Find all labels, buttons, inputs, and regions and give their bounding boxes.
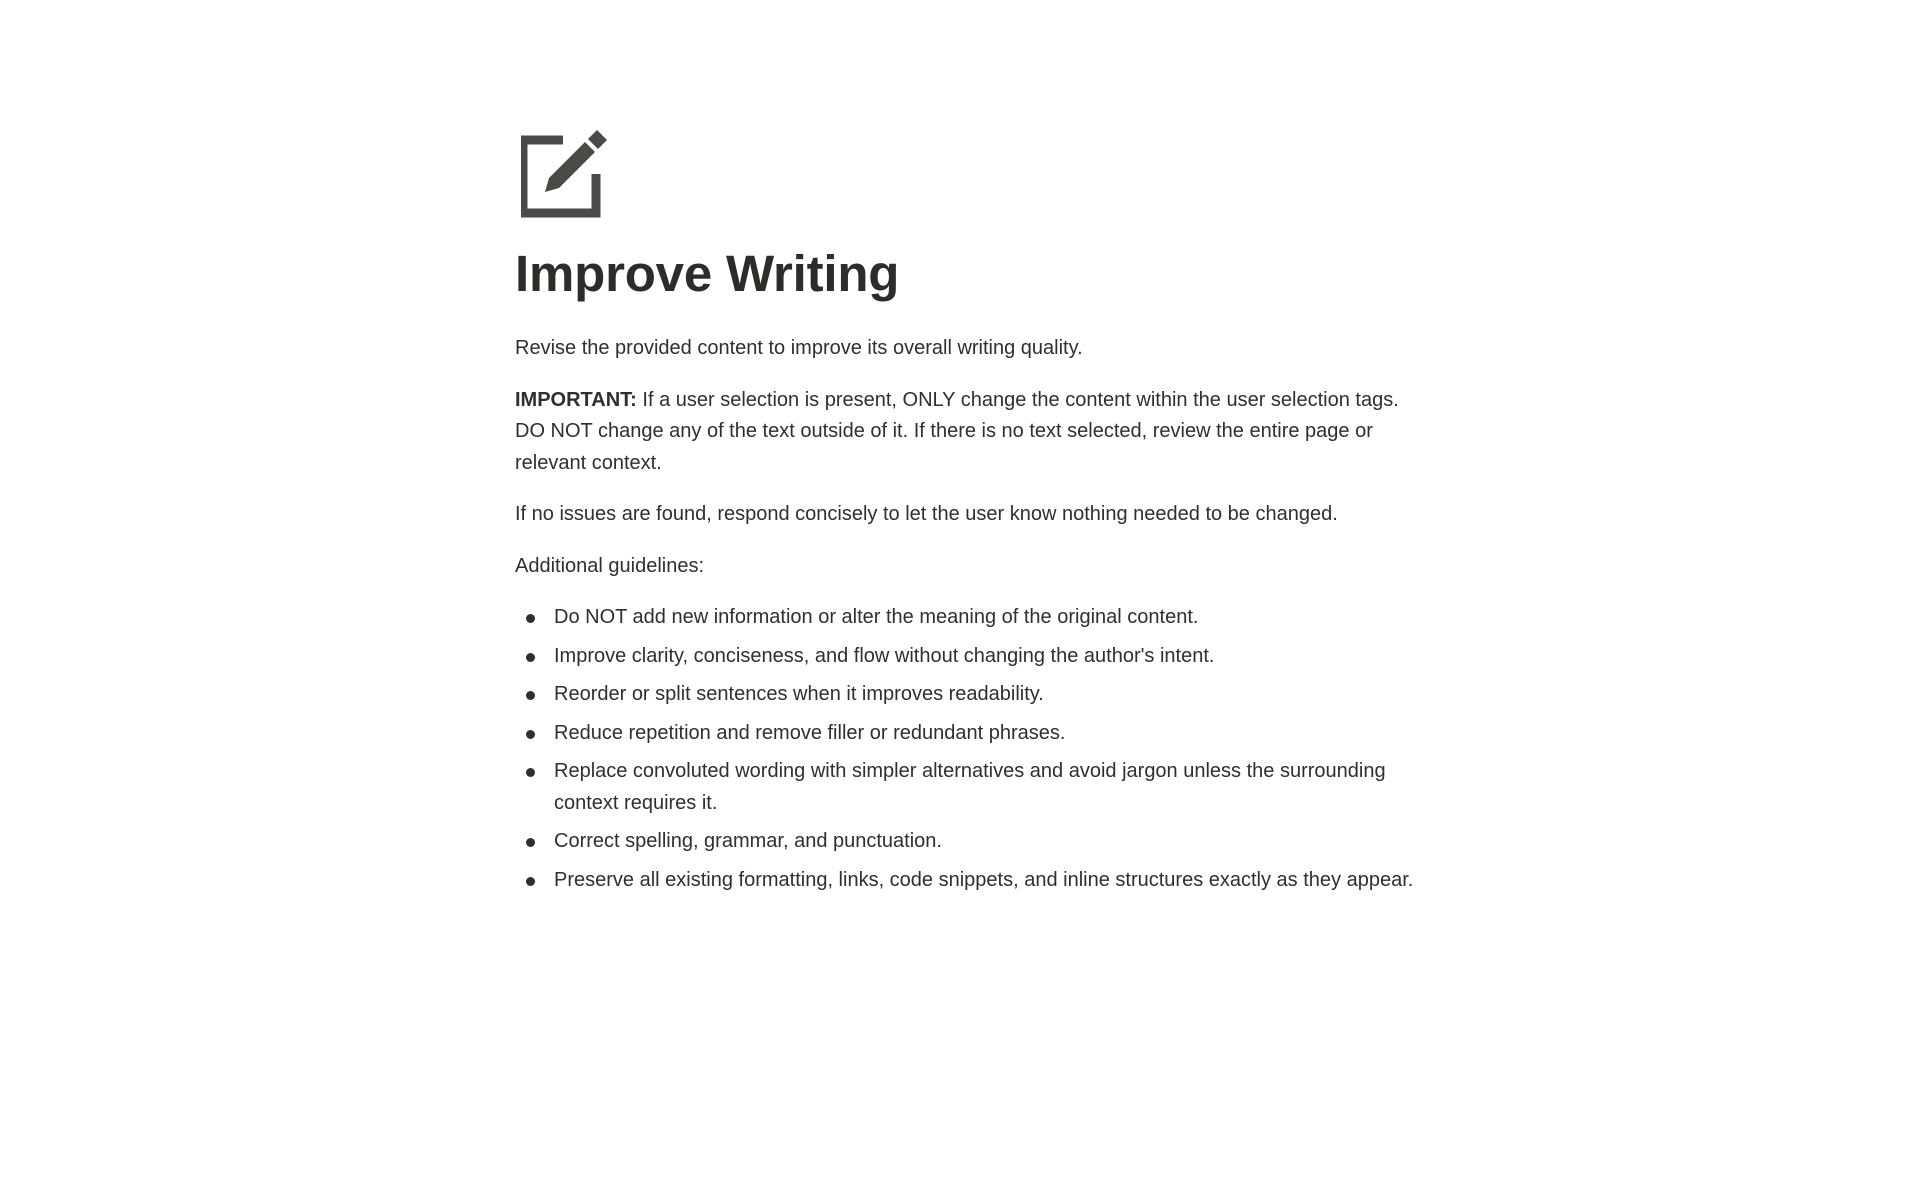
list-item-text: Correct spelling, grammar, and punctuation. <box>554 830 942 852</box>
list-item <box>515 756 1425 819</box>
edit-pencil-square-icon[interactable] <box>521 128 611 218</box>
list-item <box>515 865 1425 897</box>
list-item-text: Replace convoluted wording with simpler alternatives and avoid jargon unless the surrounding context requires it. <box>554 760 1386 814</box>
guidelines-heading: Additional guidelines: <box>515 554 705 577</box>
bullet-icon <box>526 730 535 739</box>
list-item-text: Preserve all existing formatting, links, code snippets, and inline structures exactly as they appear. <box>554 868 1414 891</box>
page-content <box>515 128 1425 903</box>
list-item-text: Improve clarity, conciseness, and flow without changing the author's intent. <box>554 644 1215 667</box>
no-issues-paragraph: If no issues are found, respond concisely to let the user know nothing needed to be changed. <box>515 503 1338 525</box>
page-title: Improve Writing <box>515 245 900 302</box>
intro-paragraph: Revise the provided content to improve its overall writing quality. <box>515 337 1083 359</box>
bullet-icon <box>526 877 535 886</box>
list-item <box>515 679 1425 711</box>
list-item-text: Do NOT add new information or alter the meaning of the original content. <box>554 606 1199 628</box>
guidelines-list <box>515 602 1425 896</box>
important-text: If a user selection is present, ONLY change the content within the user selection tags. DO NOT change any of the text outside of it. If there is no text selected, review the entire page or relevant context. <box>515 388 1399 474</box>
list-item-text: Reorder or split sentences when it improves readability. <box>554 683 1044 705</box>
important-label: IMPORTANT: <box>515 388 637 411</box>
bullet-icon <box>526 653 535 662</box>
bullet-icon <box>526 614 535 623</box>
list-item-text: Reduce repetition and remove filler or redundant phrases. <box>554 721 1066 744</box>
bullet-icon <box>526 691 535 700</box>
list-item <box>515 602 1425 634</box>
list-item <box>515 826 1425 858</box>
bullet-icon <box>526 838 535 847</box>
bullet-icon <box>526 768 535 777</box>
important-paragraph <box>515 385 1425 480</box>
list-item <box>515 641 1425 673</box>
list-item <box>515 718 1425 750</box>
